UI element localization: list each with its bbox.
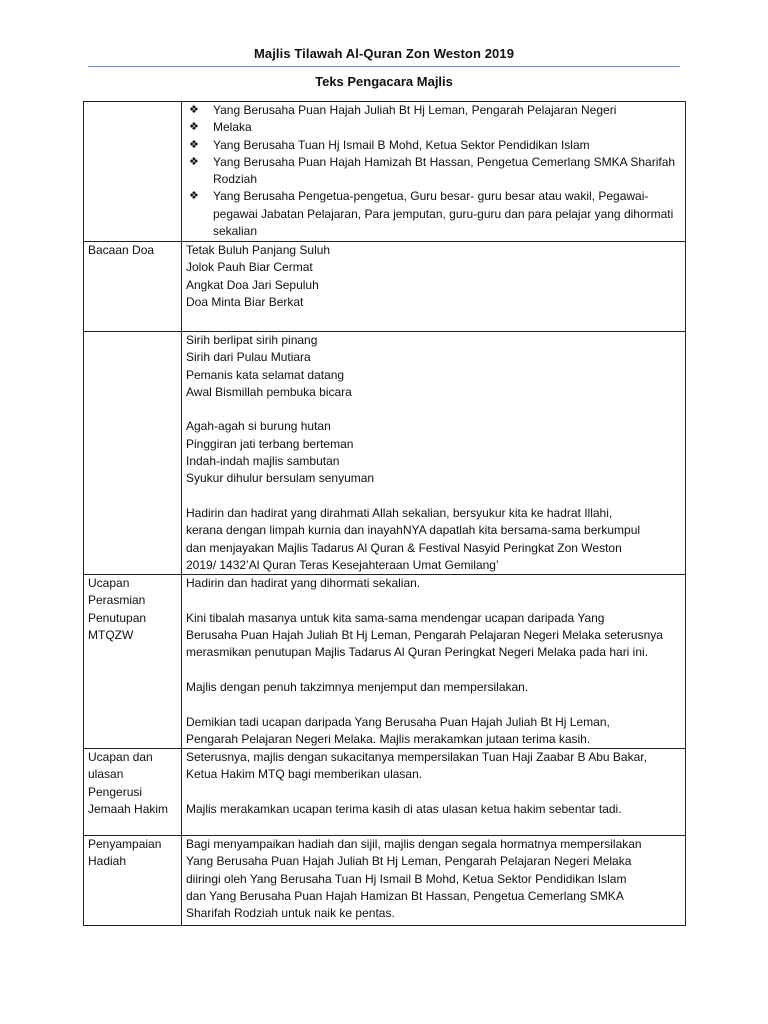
table-row — [84, 242, 686, 332]
row-label — [84, 332, 182, 575]
row-content: Sirih berlipat sirih pinang Sirih dari Pulau Mutiara Pemanis kata selamat datang Awal Bismillah pembuka bicara Agah-agah si burung hutan Pinggiran jati terbang berteman Indah-indah majlis sambutan Syukur dihulur bersulam senyuman Hadirin dan hadirat yang dirahmati Allah sekalian, bersyukur kita ke hadrat Illahi, kerana dengan limpah kurnia dan inayahNYA dapatlah kita bersama-sama berkumpul dan menjayakan Majlis Tadarus Al Quran & Festival Nasyid Peringkat Zon Weston 2019/ 1432’Al Quran Teras Kesejahteraan Umat Gemilang’ — [182, 332, 686, 575]
table-row — [84, 332, 686, 575]
list-item: ❖ Yang Berusaha Tuan Hj Ismail B Mohd, Ketua Sektor Pendidikan Islam — [186, 137, 681, 154]
diamond-bullet-icon: ❖ — [189, 104, 199, 116]
row-label — [84, 102, 182, 242]
list-item: ❖ Yang Berusaha Pengetua-pengetua, Guru besar- guru besar atau wakil, Pegawai-pegawai Jabatan Pelajaran, Para jemputan, guru-guru dan para pelajar yang dihormati sekalian — [189, 189, 677, 239]
diamond-bullet-icon: ❖ — [189, 138, 199, 151]
row-label: Ucapan Perasmian Penutupan MTQZW — [84, 575, 182, 749]
table-row — [84, 836, 686, 926]
list-item: ❖ Yang Berusaha Puan Hajah Hamizah Bt Hassan, Pengetua Cemerlang SMKA Sharifah Rodziah — [189, 154, 679, 187]
list-item: ❖ Melaka — [186, 119, 681, 136]
header-divider — [88, 66, 680, 67]
row-content — [182, 102, 686, 242]
diamond-bullet-icon: ❖ — [189, 190, 199, 203]
document-title: Majlis Tilawah Al-Quran Zon Weston 2019 — [253, 46, 515, 61]
diamond-bullet-icon: ❖ — [189, 121, 199, 134]
row-content: Bagi menyampaikan hadiah dan sijil, majlis dengan segala hormatnya mempersilakan Yang Berusaha Puan Hajah Juliah Bt Hj Leman, Pengarah Pelajaran Negeri Melaka diiringi oleh Yang Berusaha Tuan Hj Ismail B Mohd, Ketua Sektor Pendidikan Islam dan Yang Berusaha Puan Hajah Hamizan Bt Hassan, Pengetua Cemerlang SMKA Sharifah Rodziah untuk naik ke pentas. — [182, 836, 686, 926]
row-content: Hadirin dan hadirat yang dihormati sekalian. Kini tibalah masanya untuk kita sama-sama mendengar ucapan daripada Yang Berusaha Puan Hajah Juliah Bt Hj Leman, Pengarah Pelajaran Negeri Melaka seterusnya merasmikan penutupan Majlis Tadarus Al Quran Peringkat Negeri Melaka pada hari ini. Majlis dengan penuh takzimnya menjemput dan mempersilakan. Demikian tadi ucapan daripada Yang Berusaha Puan Hajah Juliah Bt Hj Leman, Pengarah Pelajaran Negeri Melaka. Majlis merakamkan jutaan terima kasih. — [182, 575, 686, 749]
row-content: Tetak Buluh Panjang Suluh Jolok Pauh Biar Cermat Angkat Doa Jari Sepuluh Doa Minta Biar Berkat — [182, 242, 686, 332]
table-row — [84, 102, 686, 242]
row-label: Ucapan dan ulasan Pengerusi Jemaah Hakim — [84, 749, 182, 836]
list-item: ❖ Yang Berusaha Puan Hajah Juliah Bt Hj Leman, Pengarah Pelajaran Negeri — [186, 102, 681, 119]
row-label: Bacaan Doa — [84, 242, 182, 332]
table-row — [84, 749, 686, 836]
emcee-script-table — [83, 101, 686, 926]
diamond-bullet-icon: ❖ — [189, 155, 199, 168]
row-content: Seterusnya, majlis dengan sukacitanya mempersilakan Tuan Haji Zaabar B Abu Bakar, Ketua Hakim MTQ bagi memberikan ulasan. Majlis merakamkan ucapan terima kasih di atas ulasan ketua hakim sebentar tadi. — [182, 749, 686, 836]
table-row — [84, 575, 686, 749]
row-label: Penyampaian Hadiah — [84, 836, 182, 926]
document-subtitle: Teks Pengacara Majlis — [315, 74, 453, 89]
